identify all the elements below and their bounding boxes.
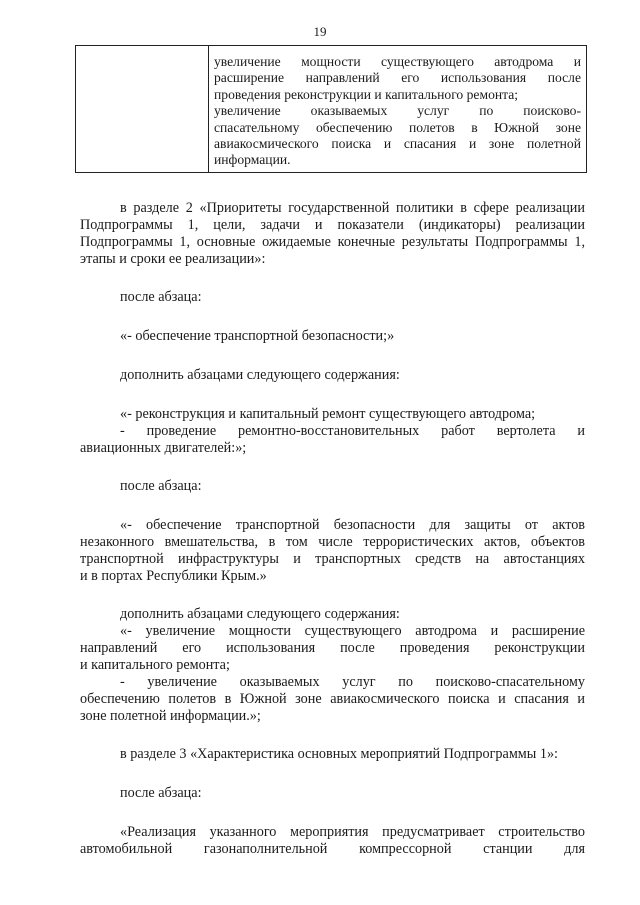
document-body [80,200,585,858]
paragraph-supplement: дополнить абзацами следующего содержания: [120,367,400,383]
table-row [76,46,587,173]
paragraph-quote: «- обеспечение транспортной безопасности;» [120,328,395,344]
paragraph-supplement: дополнить абзацами следующего содержания: [120,606,400,622]
table-line: расширение направлений его использования после [214,70,581,86]
paragraph-section-3: в разделе 3 «Характеристика основных мероприятий Подпрограммы 1»: [120,746,558,762]
measures-table [75,45,587,173]
text-line: в разделе 2 «Приоритеты государственной политики в сфере реализации [120,200,585,216]
text-line: этапы и сроки ее реализации»: [80,251,266,267]
table-line: авиакосмического поиска и спасания и зоне полетной [214,136,581,152]
text-line: автомобильной газонаполнительной компрессорной станции для [80,841,585,857]
paragraph-quote-implementation [80,824,585,858]
text-line: Подпрограммы 1, основные ожидаемые конечные результаты Подпрограммы 1, [80,234,585,250]
page-number: 19 [313,24,327,39]
table-line: проведения реконструкции и капитального ремонта; [214,86,519,102]
text-line: - увеличение оказываемых услуг по поисково-спасательному [120,674,585,690]
text-line: «- обеспечение транспортной безопасности для защиты от актов [120,517,585,533]
paragraph-quote-security [80,517,585,585]
text-line: авиационных двигателей:»; [80,440,247,456]
text-line: незаконного вмешательства, в том числе террористических актов, объектов [80,534,585,550]
table-cell-content [209,46,587,173]
text-line: направлений его использования после проведения реконструкции [80,640,585,656]
table-line: информации. [214,152,291,168]
text-line: и в портах Республики Крым.» [80,568,267,584]
paragraph-after: после абзаца: [120,785,202,801]
paragraph-section-2 [80,200,585,268]
paragraph-after: после абзаца: [120,478,202,494]
text-line: Подпрограммы 1, цели, задачи и показатели (индикаторы) реализации [80,217,585,233]
text-line: и капитального ремонта; [80,657,230,673]
text-line: обеспечению полетов в Южной зоне авиакосмического поиска и спасания и [80,691,585,707]
text-line: «Реализация указанного мероприятия предусматривает строительство [120,824,585,840]
table-line: увеличение мощности существующего автодрома и [214,54,581,69]
text-line: «- увеличение мощности существующего автодрома и расширение [120,623,585,639]
table-cell-empty [76,46,209,173]
paragraph-after: после абзаца: [120,289,202,305]
paragraph-quote-list [80,406,585,457]
text-line: зоне полетной информации.»; [80,708,261,724]
text-line: транспортной инфраструктуры и транспортных средств на автостанциях [80,551,585,567]
text-line: «- реконструкция и капитальный ремонт существующего автодрома; [120,406,536,422]
text-line: - проведение ремонтно-восстановительных работ вертолета и [120,423,585,439]
table-line: увеличение оказываемых услуг по поисково- [214,103,581,119]
paragraph-quote-list [80,623,585,725]
table-line: спасательному обеспечению полетов в Южной зоне [214,119,581,135]
